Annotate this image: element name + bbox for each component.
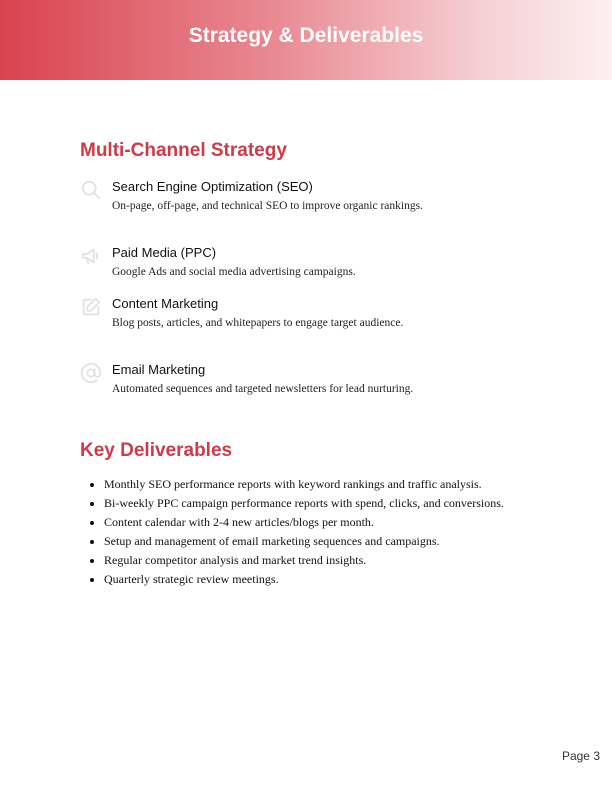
strategy-item-description: On-page, off-page, and technical SEO to improve organic rankings.: [112, 200, 423, 212]
strategy-item-name: Paid Media (PPC): [112, 245, 217, 260]
edit-icon: [80, 296, 104, 320]
list-item: • Regular competitor analysis and market trend insights.: [104, 551, 534, 570]
list-item: • Setup and management of email marketing sequences and campaigns.: [104, 532, 534, 551]
list-item: • Quarterly strategic review meetings.: [104, 570, 534, 589]
page-header: [0, 0, 612, 80]
list-item: • Content calendar with 2-4 new articles/blogs per month.: [104, 513, 534, 532]
deliverables-section-title: Key Deliverables: [80, 440, 233, 461]
strategy-item-name: Search Engine Optimization (SEO): [112, 179, 313, 194]
strategy-item-name: Email Marketing: [112, 362, 206, 377]
strategy-section-title: Multi-Channel Strategy: [80, 140, 287, 161]
strategy-item-description: Google Ads and social media advertising campaigns.: [112, 266, 356, 278]
list-item: • Monthly SEO performance reports with keyword rankings and traffic analysis.: [104, 475, 534, 494]
list-item: • Bi-weekly PPC campaign performance reports with spend, clicks, and conversions.: [104, 494, 534, 513]
at-sign-icon: [80, 362, 104, 386]
strategy-item-description: Automated sequences and targeted newsletters for lead nurturing.: [112, 383, 414, 395]
strategy-item-description: Blog posts, articles, and whitepapers to engage target audience.: [112, 317, 404, 329]
deliverables-list: [80, 475, 534, 589]
page-number: Page 3: [561, 749, 600, 763]
strategy-item-name: Content Marketing: [112, 296, 219, 311]
megaphone-icon: [80, 245, 104, 269]
page-title: Strategy & Deliverables: [188, 24, 424, 47]
search-icon: [80, 179, 104, 203]
